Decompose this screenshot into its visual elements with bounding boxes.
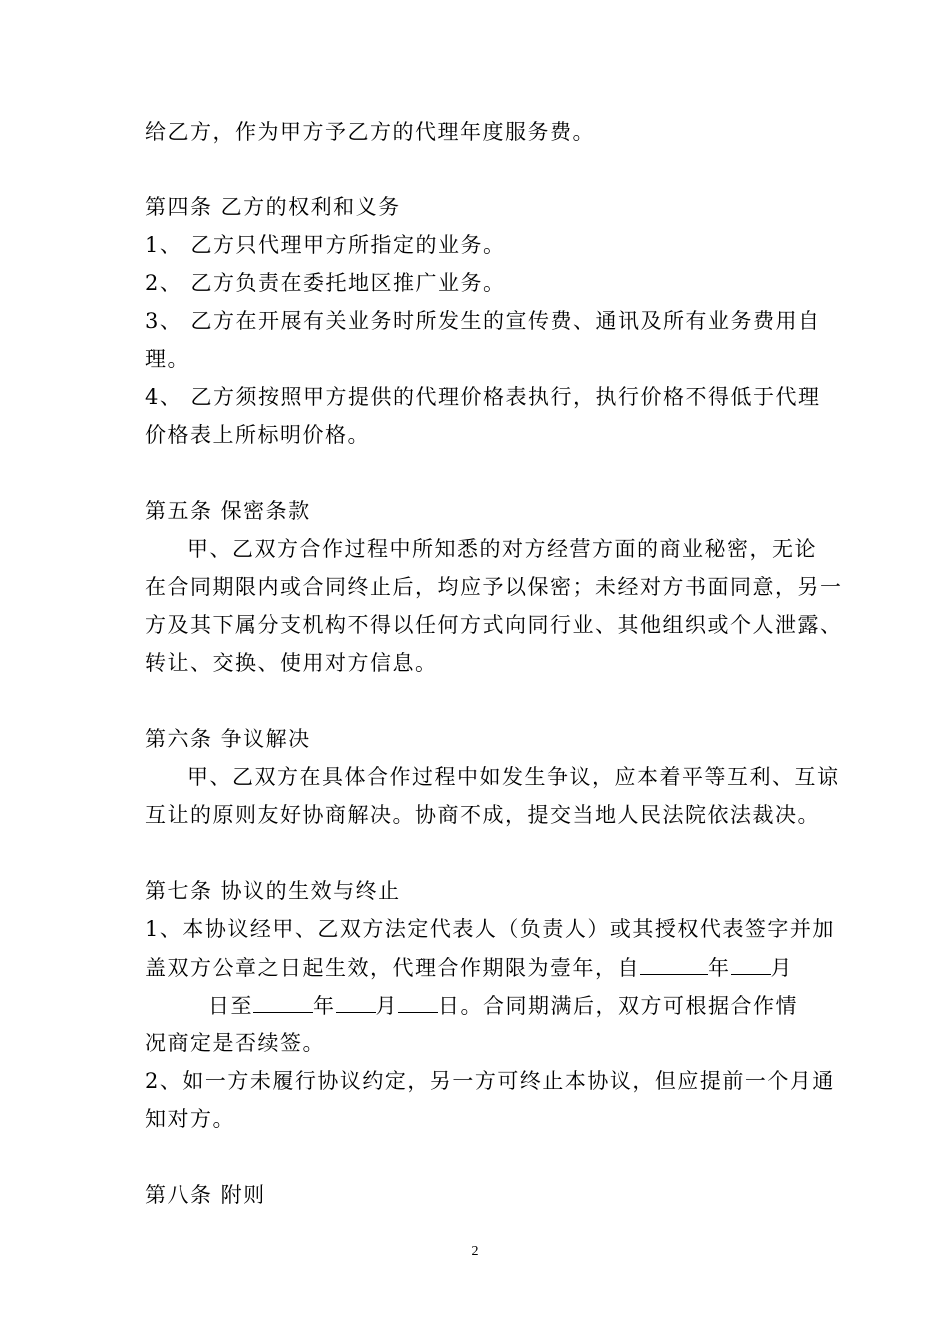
article-5-title: 第五条 保密条款 [145, 499, 311, 523]
article-7-item-1-cont: 日至 年 月 日。合同期满后，双方可根据合作情 [208, 990, 888, 1021]
blank-line [253, 990, 313, 1013]
article-7-item-1: 1、本协议经甲、乙双方法定代表人（负责人）或其授权代表签字并加 [145, 917, 835, 941]
article-4-item-4: 4、 乙方须按照甲方提供的代理价格表执行，执行价格不得低于代理 [145, 385, 821, 409]
blank-line [336, 990, 376, 1013]
article-4-item-3: 3、 乙方在开展有关业务时所发生的宣传费、通讯及所有业务费用自 [145, 309, 821, 333]
blank-line [640, 952, 708, 975]
article-4-item-2: 2、 乙方负责在委托地区推广业务。 [145, 271, 506, 295]
article-5-text: 在合同期限内或合同终止后，均应予以保密；未经对方书面同意，另一 [145, 575, 843, 599]
article-5-text: 甲、乙双方合作过程中所知悉的对方经营方面的商业秘密，无论 [187, 537, 817, 561]
article-7-title: 第七条 协议的生效与终止 [145, 879, 401, 903]
article-4-item-3-cont: 理。 [145, 347, 190, 371]
article-6-text: 互让的原则友好协商解决。协商不成，提交当地人民法院依法裁决。 [145, 803, 820, 827]
article-6-title: 第六条 争议解决 [145, 727, 311, 751]
article-8-title: 第八条 附则 [145, 1183, 266, 1207]
article-4-title: 第四条 乙方的权利和义务 [145, 195, 401, 219]
page-number: 2 [471, 1244, 479, 1259]
text-line: 给乙方，作为甲方予乙方的代理年度服务费。 [145, 120, 595, 144]
article-4-item-4-cont: 价格表上所标明价格。 [145, 423, 370, 447]
article-4-item-1: 1、 乙方只代理甲方所指定的业务。 [145, 233, 506, 257]
article-7-item-2: 2、如一方未履行协议约定，另一方可终止本协议，但应提前一个月通 [145, 1069, 835, 1093]
article-6-text: 甲、乙双方在具体合作过程中如发生争议，应本着平等互利、互谅 [187, 765, 840, 789]
article-5-text: 方及其下属分支机构不得以任何方式向同行业、其他组织或个人泄露、 [145, 613, 843, 637]
article-7-item-2-cont: 知对方。 [145, 1107, 235, 1131]
article-7-item-1-cont: 盖双方公章之日起生效，代理合作期限为壹年，自 年 月 [145, 952, 825, 983]
article-5-text: 转让、交换、使用对方信息。 [145, 651, 438, 675]
article-7-item-1-cont: 况商定是否续签。 [145, 1031, 325, 1055]
blank-line [398, 990, 438, 1013]
blank-line [731, 952, 771, 975]
